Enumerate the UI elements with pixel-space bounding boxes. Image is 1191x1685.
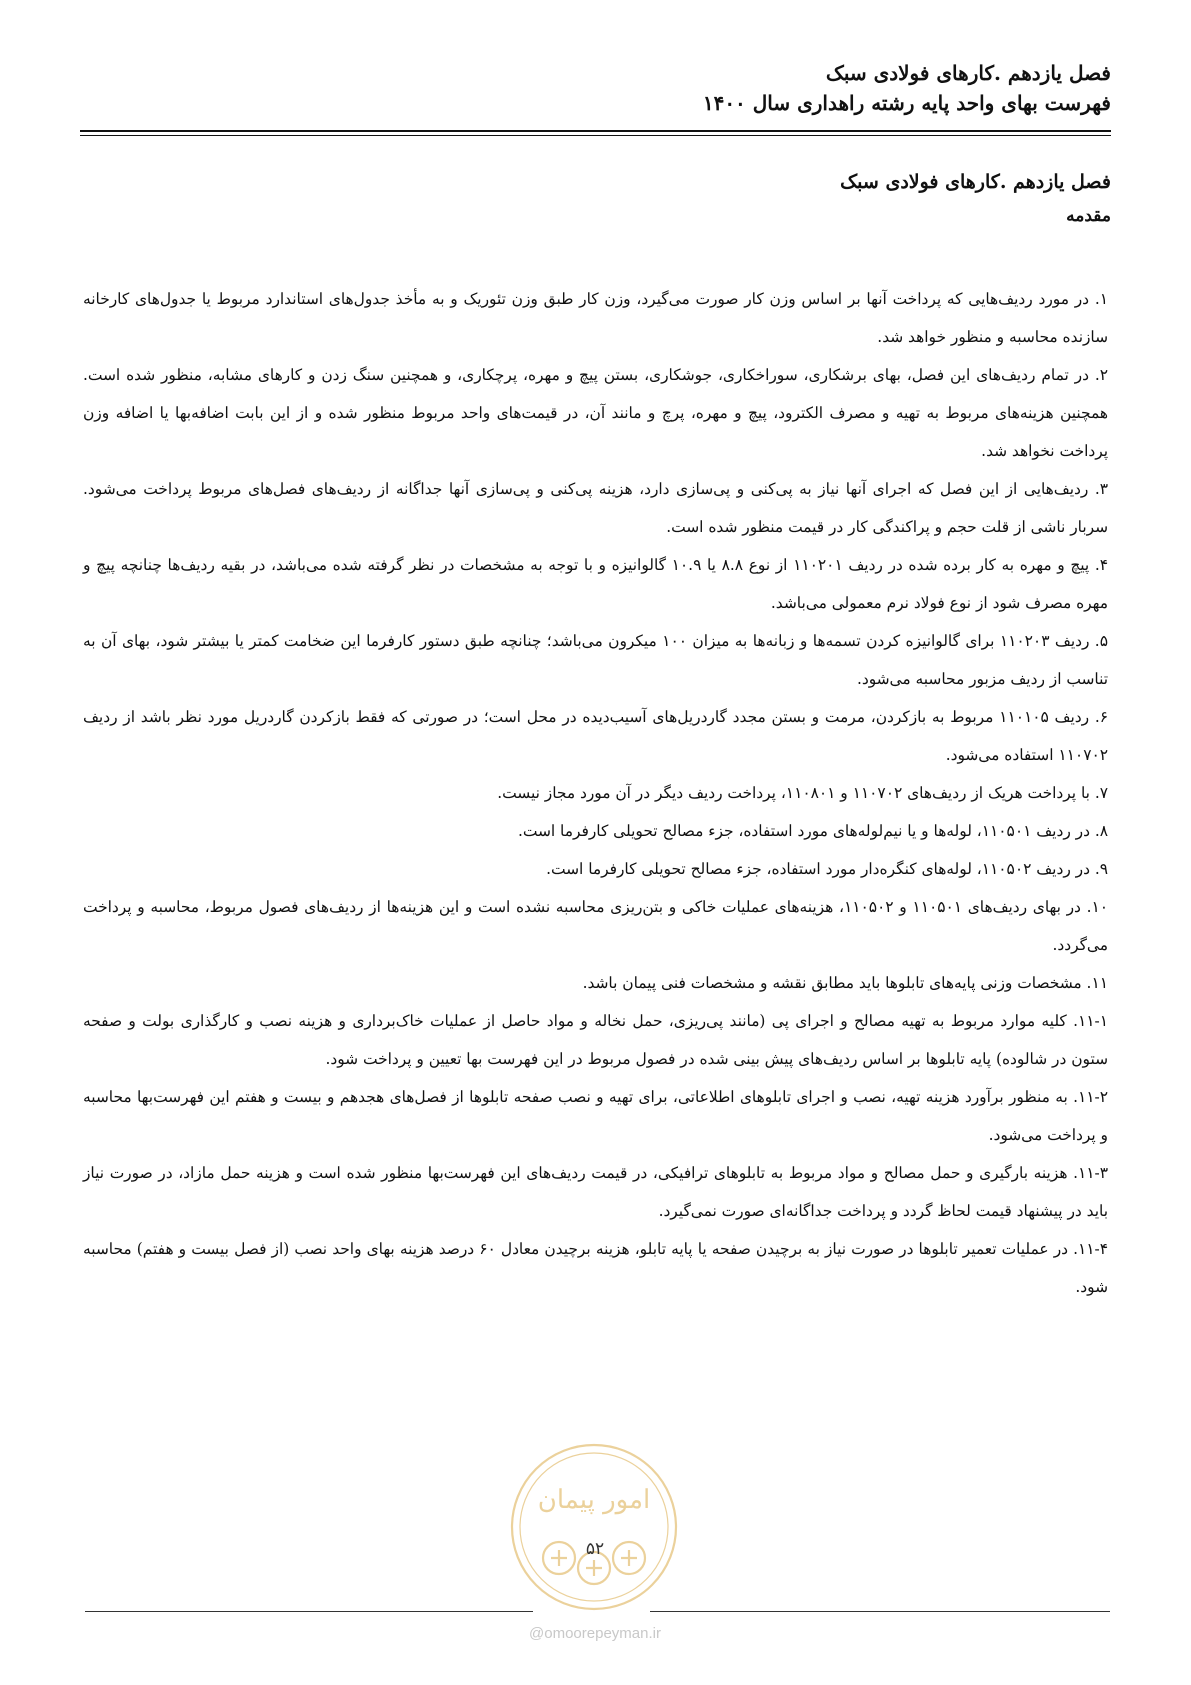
paragraph-11-3: ۱۱-۳. هزینه بارگیری و حمل مصالح و مواد مربوط به تابلوهای ترافیکی، در قیمت ردیف‌های این فهرست‌بها منظور شده است و هزینه حمل مازاد، در صورت نیاز باید در پیشنهاد قیمت لحاظ گردد و پرداخت جداگانه‌ای صورت نمی‌گیرد. [83,1164,1108,1220]
watermark-text: امور پیمان [537,1485,651,1515]
paragraph-11: ۱۱. مشخصات وزنی پایه‌های تابلوها باید مطابق نقشه و مشخصات فنی پیمان باشد. [582,974,1108,992]
paragraph-9: ۹. در ردیف ۱۱۰۵۰۲، لوله‌های کنگره‌دار مورد استفاده، جزء مصالح تحویلی کارفرما است. [546,860,1108,878]
paragraph-10: ۱۰. در بهای ردیف‌های ۱۱۰۵۰۱ و ۱۱۰۵۰۲، هزینه‌های عملیات خاکی و بتن‌ریزی محاسبه نشده است و این هزینه‌ها از ردیف‌های فصول مربوط، محاسبه و پرداخت می‌گردد. [83,898,1109,954]
paragraph-8: ۸. در ردیف ۱۱۰۵۰۱، لوله‌ها و یا نیم‌لوله‌های مورد استفاده، جزء مصالح تحویلی کارفرما است. [517,822,1108,840]
paragraph-3: ۳. ردیف‌هایی از این فصل که اجرای آنها نیاز به پی‌کنی و پی‌سازی دارد، هزینه پی‌کنی و پی‌سازی آنها جداگانه از ردیف‌های فصل‌های مربوط پرداخت می‌شود. سربار ناشی از قلت حجم و پراکندگی کار در قیمت منظور شده است. [83,480,1108,536]
paragraph-11-1: ۱۱-۱. کلیه موارد مربوط به تهیه مصالح و اجرای پی (مانند پی‌ریزی، حمل نخاله و مواد حاصل از عملیات خاک‌برداری و هزینه نصب و کارگذاری بولت و صفحه ستون در شالوده) پایه تابلوها بر اساس ردیف‌های پیش بینی شده در فصول مربوط در این فهرست بها تعیین و پرداخت شود. [83,1012,1108,1068]
paragraph-7: ۷. با پرداخت هریک از ردیف‌های ۱۱۰۷۰۲ و ۱۱۰۸۰۱، پرداخت ردیف دیگر در آن مورد مجاز نیست. [497,784,1108,802]
paragraph-11-4: ۱۱-۴. در عملیات تعمیر تابلوها در صورت نیاز به برچیدن صفحه یا پایه تابلو، هزینه برچیدن معادل ۶۰ درصد هزینه بهای واحد نصب (از فصل بیست و هفتم) محاسبه شود. [83,1240,1108,1296]
header-price-list-title: فهرست بهای واحد پایه رشته راهداری سال ۱۴۰۰ [702,91,1111,115]
paragraph-6: ۶. ردیف ۱۱۰۱۰۵ مربوط به بازکردن، مرمت و بستن مجدد گاردریل‌های آسیب‌دیده در محل است؛ در صورتی که فقط بازکردن گاردریل مورد نظر باشد از ردیف ۱۱۰۷۰۲ استفاده می‌شود. [83,708,1109,764]
section-heading [80,168,1111,230]
section-title: فصل یازدهم .کارهای فولادی سبک [840,171,1111,193]
footer-handle: @omoorepeyman.ir [529,1625,661,1642]
page-header [80,58,1111,118]
page-number: ۵۲ [585,1539,605,1559]
header-chapter-title: فصل یازدهم .کارهای فولادی سبک [825,61,1111,85]
watermark-logo [507,1440,681,1614]
paragraph-4: ۴. پیچ و مهره به کار برده شده در ردیف ۱۱۰۲۰۱ از نوع ۸.۸ یا ۱۰.۹ گالوانیزه و با توجه به مشخصات در نظر گرفته شده می‌باشد، در بقیه ردیف‌ها چنانچه پیچ و مهره مصرف شود از نوع فولاد نرم معمولی می‌باشد. [83,556,1108,612]
section-subtitle: مقدمه [1066,206,1111,226]
paragraph-11-2: ۱۱-۲. به منظور برآورد هزینه تهیه، نصب و اجرای تابلوهای اطلاعاتی، برای تهیه و نصب صفحه تابلوها از فصل‌های هجدهم و بیست و هفتم این فهرست‌بها محاسبه و پرداخت می‌شود. [83,1088,1108,1144]
footer-divider-right [650,1611,1110,1612]
paragraph-5: ۵. ردیف ۱۱۰۲۰۳ برای گالوانیزه کردن تسمه‌ها و زبانه‌ها به میزان ۱۰۰ میکرون می‌باشد؛ چنانچه طبق دستور کارفرما این ضخامت کمتر یا بیشتر شود، بهای آن به تناسب از ردیف مزبور محاسبه می‌شود. [83,632,1108,688]
paragraph-1: ۱. در مورد ردیف‌هایی که پرداخت آنها بر اساس وزن کار صورت می‌گیرد، وزن کار طبق وزن تئوریک و به مأخذ جدول‌های استاندارد مربوط یا جدول‌های کارخانه سازنده محاسبه و منظور خواهد شد. [83,290,1108,346]
header-divider-thin [80,135,1111,136]
footer-divider-left [85,1611,533,1612]
body-text [83,280,1108,1306]
header-divider-thick [80,130,1111,132]
paragraph-2: ۲. در تمام ردیف‌های این فصل، بهای برشکاری، سوراخکاری، جوشکاری، بستن پیچ و مهره، پرچکاری، و همچنین سنگ زدن و کارهای مشابه، منظور شده است. همچنین هزینه‌های مربوط به تهیه و مصرف الکترود، پیچ و مهره، پرچ و مانند آن، در قیمت‌های واحد مربوط منظور شده و از این بابت اضافه‌بها یا اضافه وزن پرداخت نخواهد شد. [83,366,1108,460]
